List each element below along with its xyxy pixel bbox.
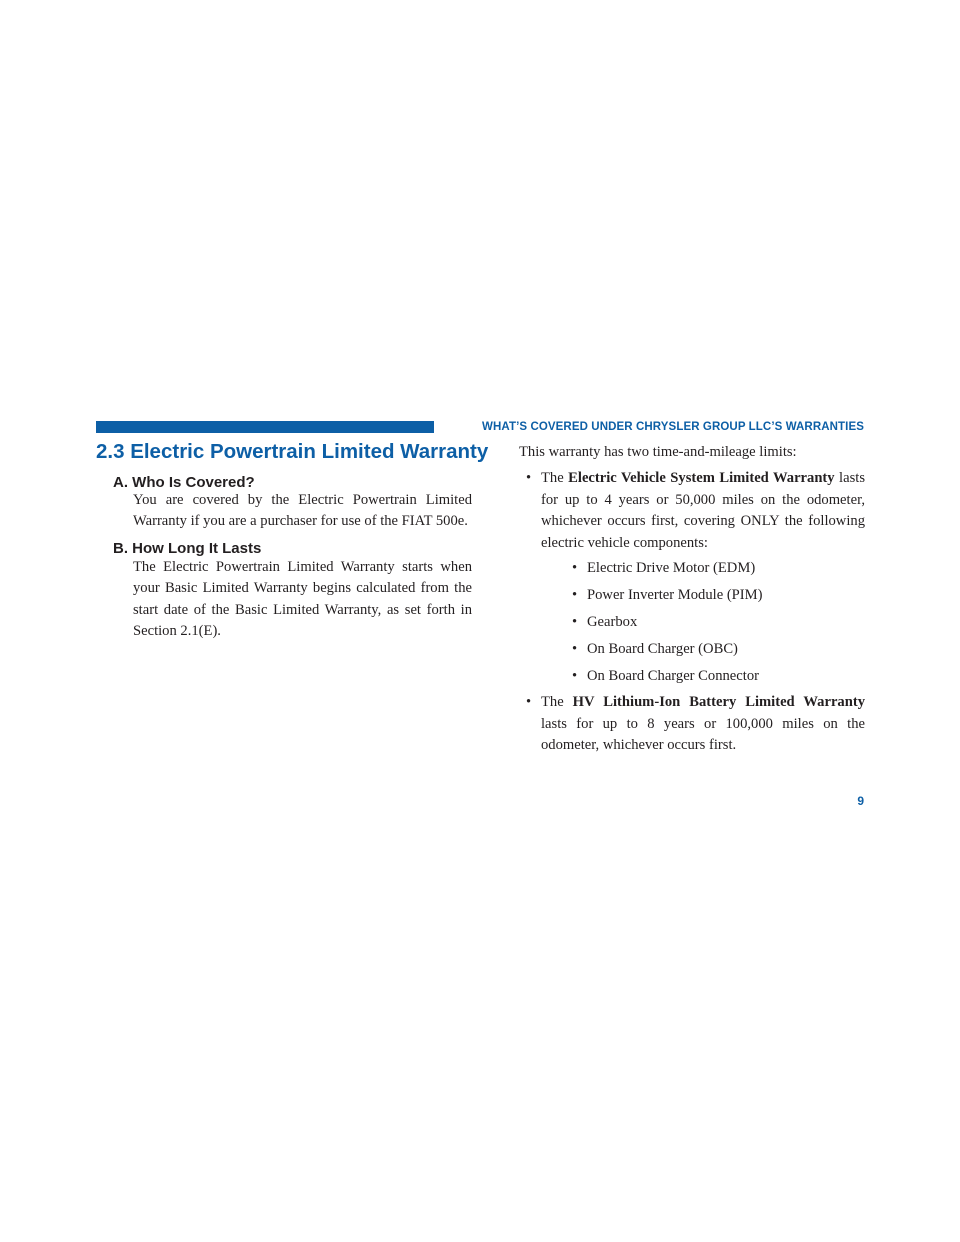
- component-label: On Board Charger Connector: [587, 667, 759, 684]
- limit-item-warranty-name: HV Lithium-Ion Battery Limited Warranty: [572, 694, 865, 711]
- component-item: [541, 585, 865, 606]
- section-title: 2.3 Electric Powertrain Limited Warranty: [96, 440, 489, 463]
- component-list: [541, 558, 865, 687]
- limit-item-warranty-name: Electric Vehicle System Limited Warranty: [568, 470, 835, 487]
- how-long-body: The Electric Powertrain Limited Warranty starts when your Basic Limited Warranty begins calculated from the start date of the Basic Limited Warranty, as set forth in Section 2.1(E).: [133, 559, 472, 640]
- bullet-icon: •: [572, 667, 578, 684]
- limit-item-description: lasts for up to 4 years or 50,000 miles on the odometer, whichever occurs first, covering ONLY the following electric vehicle components:: [541, 470, 865, 551]
- limit-item-hv-battery: [519, 692, 865, 756]
- component-item: [541, 612, 865, 633]
- bullet-icon: •: [572, 613, 578, 630]
- limits-intro: This warranty has two time-and-mileage limits:: [519, 444, 797, 460]
- running-header: WHAT’S COVERED UNDER CHRYSLER GROUP LLC’S WARRANTIES: [482, 421, 864, 433]
- who-is-covered-body: You are covered by the Electric Powertrain Limited Warranty if you are a purchaser for use of the FIAT 500e.: [133, 492, 472, 530]
- component-label: On Board Charger (OBC): [587, 640, 738, 657]
- how-long-heading: B. How Long It Lasts: [113, 540, 262, 557]
- component-label: Electric Drive Motor (EDM): [587, 560, 756, 577]
- bullet-icon: •: [526, 694, 532, 711]
- component-item: [541, 639, 865, 660]
- header-accent-bar: [96, 421, 434, 433]
- limits-column: [519, 442, 865, 762]
- page-number: 9: [857, 794, 864, 808]
- limit-item-description: lasts for up to 8 years or 100,000 miles on the odometer, whichever occurs first.: [541, 715, 865, 754]
- limit-item-ev-system: [519, 468, 865, 687]
- component-item: [541, 666, 865, 687]
- component-label: Gearbox: [587, 613, 638, 630]
- component-item: [541, 558, 865, 579]
- limit-item-prefix: The: [541, 694, 573, 711]
- bullet-icon: •: [572, 586, 578, 603]
- limit-item-prefix: The: [541, 470, 569, 487]
- component-label: Power Inverter Module (PIM): [587, 586, 763, 603]
- who-is-covered-heading: A. Who Is Covered?: [113, 474, 255, 491]
- bullet-icon: •: [572, 560, 578, 577]
- bullet-icon: •: [526, 470, 532, 487]
- bullet-icon: •: [572, 640, 578, 657]
